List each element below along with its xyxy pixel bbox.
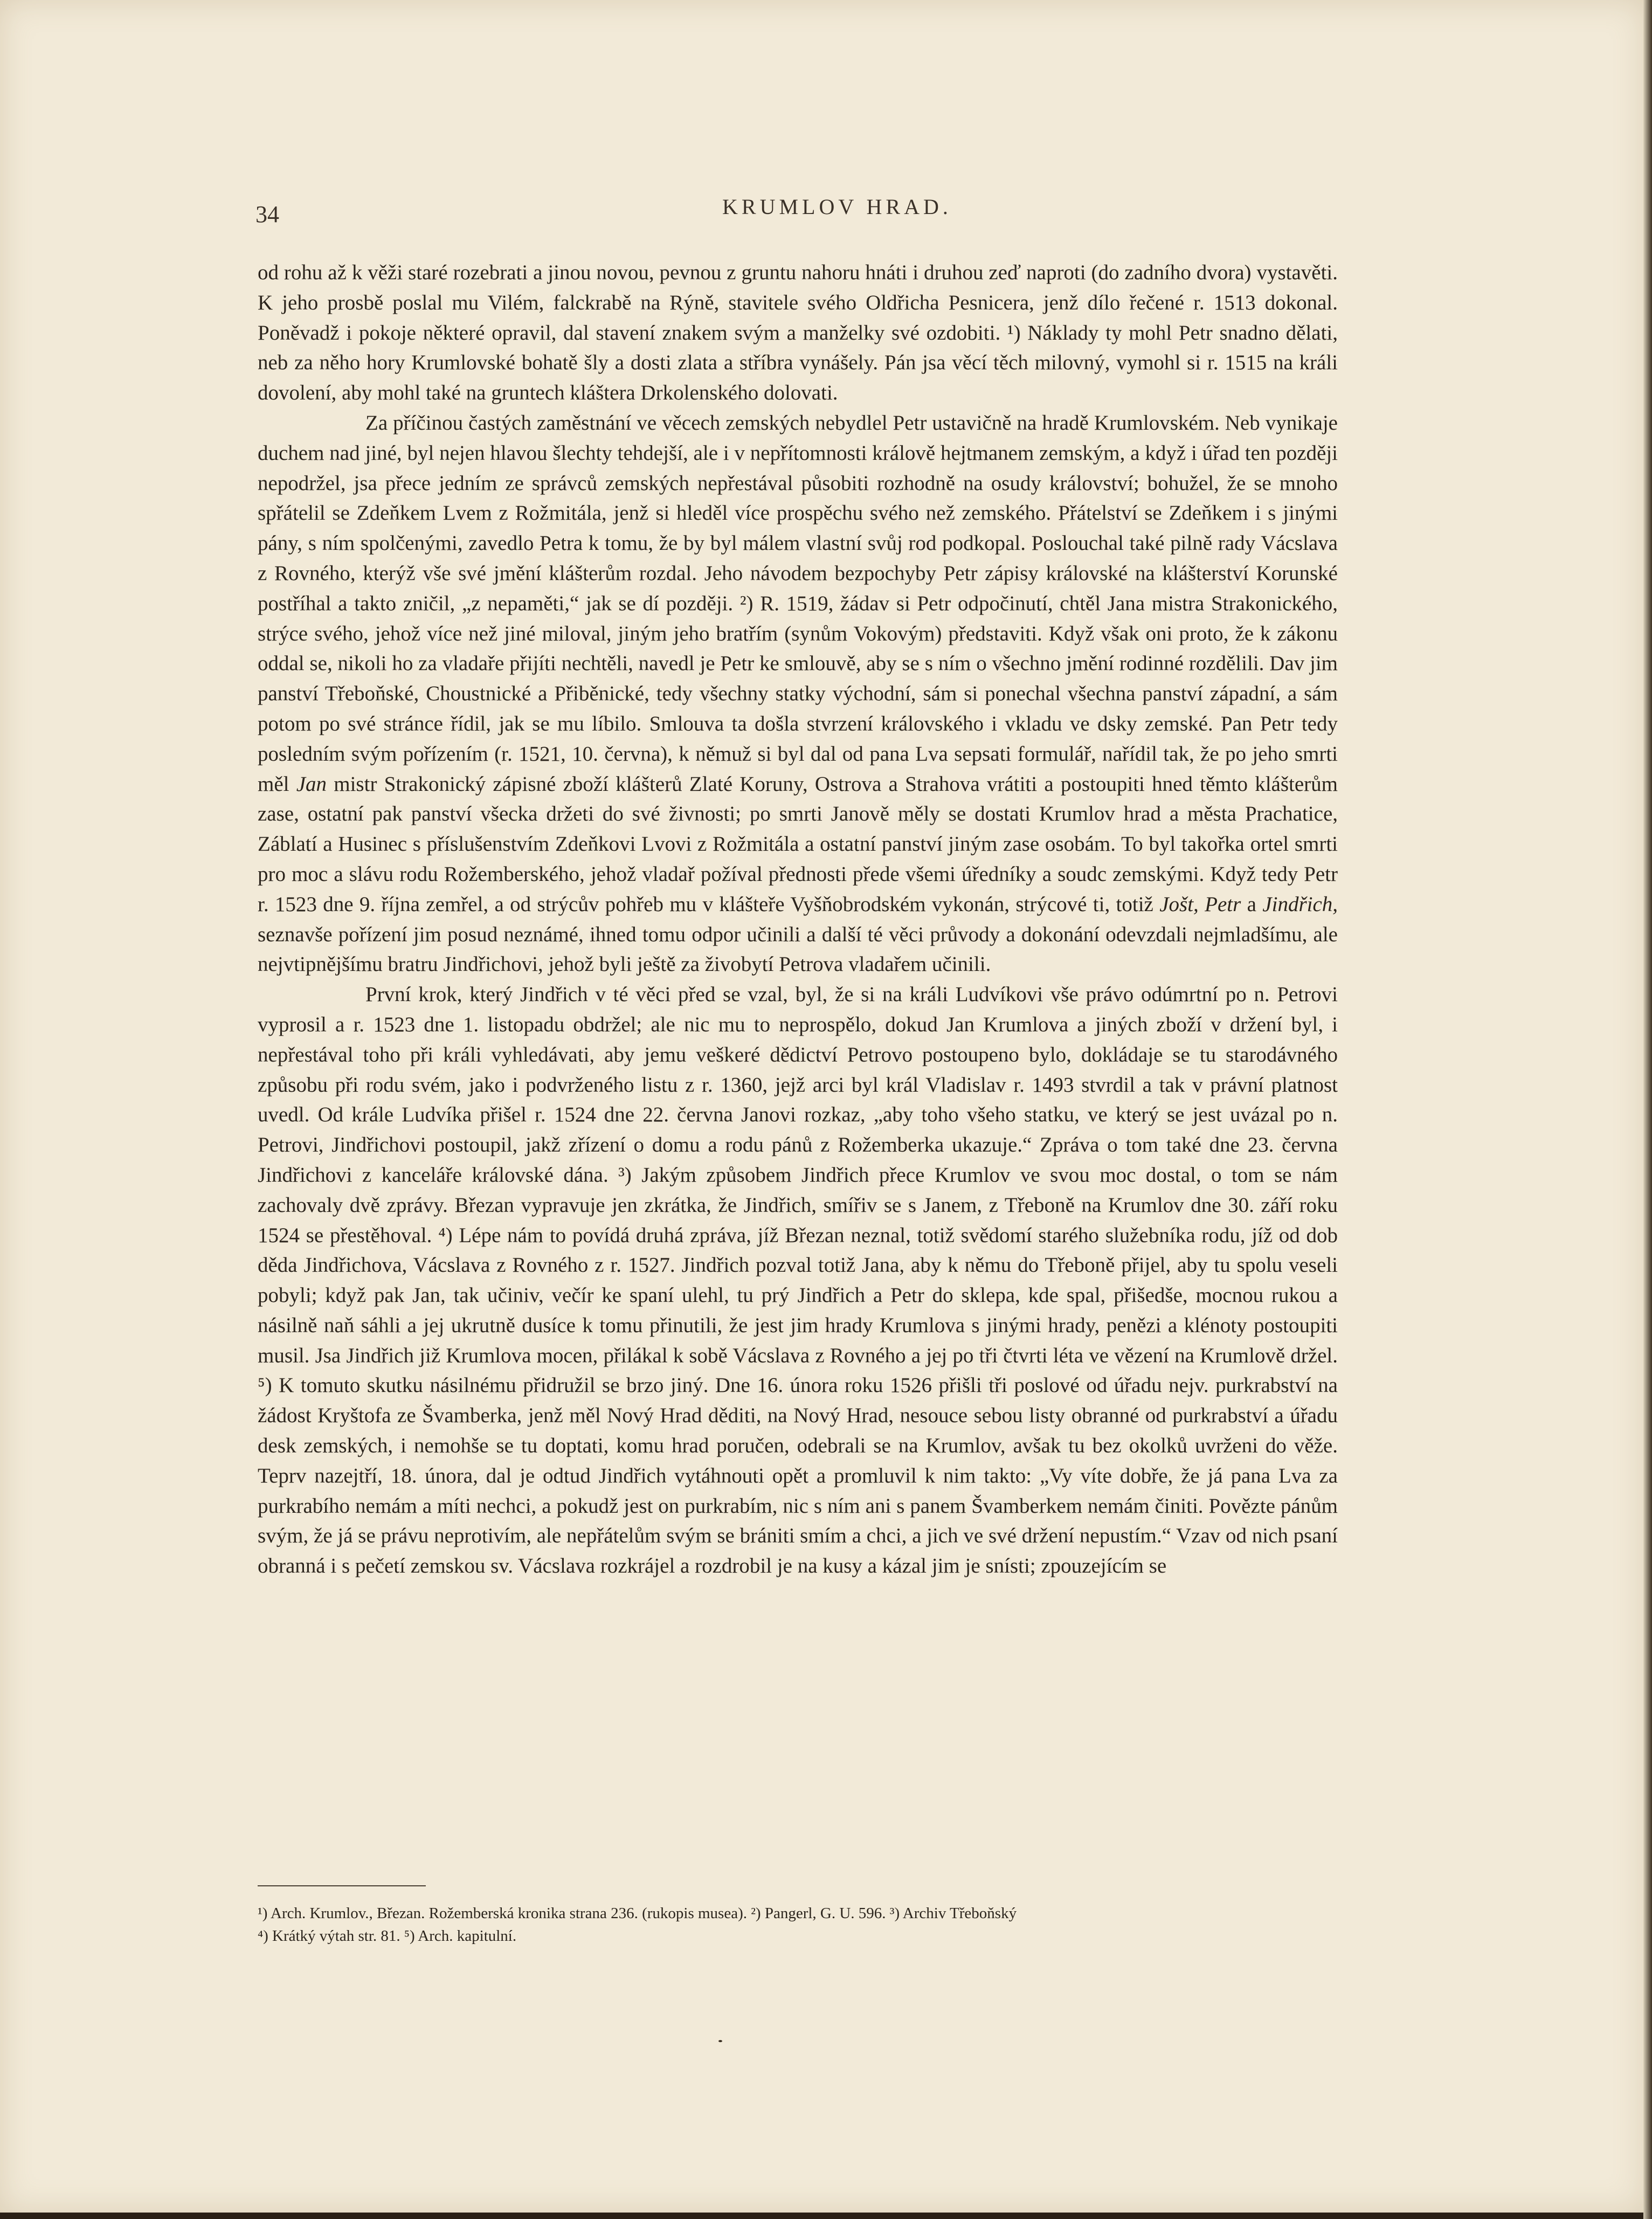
italic-name: Jan [296,772,327,796]
ink-speck [718,2040,722,2042]
footnotes [258,1902,1338,1947]
footnote-line: ⁴) Krátký výtah str. 81. ⁵) Arch. kapitulní. [258,1927,517,1945]
paragraph: První krok, který Jindřich v té věci před se vzal, byl, že si na králi Ludvíkovi vše právo odúmrtní po n. Petrovi vyprosil a r. 1523 dne 1. listopadu obdržel; ale nic mu to neprospělo, dokud Jan Krumlova a jiných zboží v držení byl, i nepřestával toho při králi vyhledávati, aby jemu veškeré dědictví Petrovo postoupeno bylo, dokládaje se tu starodávného způsobu při rodu svém, jako i podvrženého listu z r. 1360, jejž arci byl král Vladislav r. 1493 stvrdil a tak v právní platnost uvedl. Od krále Ludvíka přišel r. 1524 dne 22. června Janovi rozkaz, „aby toho všeho statku, ve který se jest uvázal po n. Petrovi, Jindřichovi postoupil, jakž zřízení o domu a rodu pánů z Rožemberka ukazuje.“ Zpráva o tom také dne 23. června Jindřichovi z kanceláře královské dána. ³) Jakým způsobem Jindřich přece Krumlov ve svou moc dostal, o tom se nám zachovaly dvě zprávy. Březan vypravuje jen zkrátka, že Jindřich, smířiv se s Janem, z Třeboně na Krumlov dne 30. září roku 1524 se přestěhoval. ⁴) Lépe nám to povídá druhá zpráva, jíž Březan neznal, totiž svědomí starého služebníka rodu, jíž od dob děda Jindřichova, Vácslava z Rovného z r. 1527. Jindřich pozval totiž Jana, aby k němu do Třeboně přijel, aby tu spolu veseli pobyli; když pak Jan, tak učiniv, večír ke spaní ulehl, tu prý Jindřich a Petr do sklepa, kde spal, přišedše, mocnou rukou a násilně naň sáhli a jej ukrutně dusíce k tomu přinutili, že jest jim hrady Krumlova s jinými hrady, penězi a klénoty postoupiti musil. Jsa Jindřich již Krumlova mocen, přilákal k sobě Vácslava z Rovného a jej po tři čtvrti léta ve vězení na Krumlově držel. ⁵) K tomuto skutku násilnému přidružil se brzo jiný. Dne 16. února roku 1526 přišli tři poslové od úřadu nejv. purkrabství na žádost Kryštofa ze Švamberka, jenž měl Nový Hrad děditi, na Nový Hrad, nesouce sebou listy obranné od purkrabství a úřadu desk zemských, i nemohše se tu doptati, komu hrad poručen, odebrali se na Krumlov, avšak tu bez okolků uvrženi do věže. Teprv nazejtří, 18. února, dal je odtud Jindřich vytáhnouti opět a promluvil k nim takto: „Vy víte dobře, že já pana Lva za purkrabího nemám a míti nechci, a pokudž jest on purkrabím, nic s ním ani s panem Švamberkem nemám činiti. Povězte pánům svým, že já se právu neprotivím, ale nepřátelům svým se brániti smím a chci, a jich ve své držení nepustím.“ Vzav od nich psaní obranná i s pečetí zemskou sv. Vácslava rozkrájel a rozdrobil je na kusy a kázal jim je snísti; zpouzejícím se [258,983,1338,1578]
page-number: 34 [255,201,279,228]
paragraph: Za příčinou častých zaměstnání ve věcech zemských nebydlel Petr ustavičně na hradě Krumlovském. Neb vynikaje duchem nad jiné, byl nejen hlavou šlechty tehdejší, ale i v nepřítomnosti králově hejtmanem zemským, a když i úřad ten později nepodržel, jsa přece jedním ze správců zemských nepřestával působiti rozhodně na osudy království; bohužel, že se mnoho spřátelil se Zdeňkem Lvem z Rožmitála, jenž si hleděl více prospěchu svého než zemského. Přátelství se Zdeňkem i s jinými pány, s ním spolčenými, zavedlo Petra k tomu, že by byl málem vlastní svůj rod podkopal. Poslouchal také pilně rady Vácslava z Rovného, kterýž vše své jmění klášterům rozdal. Jeho návodem bezpochyby Petr zápisy královské na klášterství Korunské postříhal a takto zničil, „z nepaměti,“ jak se dí později. ²) R. 1519, žádav si Petr odpočinutí, chtěl Jana mistra Strakonického, strýce svého, jehož více než jiné miloval, jiným jeho bratřím (synům Vokovým) představiti. Když však oni proto, že k zákonu oddal se, nikoli ho za vladaře přijíti nechtěli, navedl je Petr ke smlouvě, aby se s ním o všechno jmění rodinné rozdělili. Dav jim panství Třeboňské, Choustnické a Přiběnické, tedy všechny statky východní, sám si ponechal všechna panství západní, a sám potom po své stránce řídil, jak se mu líbilo. Smlouva ta došla stvrzení královského i vkladu ve dsky zemské. Pan Petr tedy posledním svým pořízením (r. 1521, 10. června), k němuž si byl dal od pana Lva sepsati formulář, nařídil tak, že po jeho smrti měl Jan mistr Strakonický zápisné zboží klášterů Zlaté Koruny, Ostrova a Strahova vrátiti a postoupiti hned těmto klášterům zase, ostatní pak panství všecka držeti do své živnosti; po smrti Janově měly se dostati Krumlov hrad a města Prachatice, Záblatí a Husinec s příslušenstvím Zdeňkovi Lvovi z Rožmitála a ostatní panství jiným zase osobám. To byl takořka ortel smrti pro moc a slávu rodu Rožemberského, jehož vladař požíval přednosti přede všemi úředníky a soudc zemskými. Když tedy Petr r. 1523 dne 9. října zemřel, a od strýcův pohřeb mu v klášteře Vyšňobrodském vykonán, strýcové ti, totiž Jošt, Petr a Jindřich, seznavše pořízení jim posud neznámé, ihned tomu odpor učinili a další té věci průvody a dokonání odevzdali nejmladšímu, ale nejvtipnějšímu bratru Jindřichovi, jehož byli ještě za živobytí Petrova vladařem učinili. [258,411,1338,976]
running-title: KRUMLOV HRAD. [722,195,952,219]
page-edge [1643,0,1652,2219]
footnote-line: ¹) Arch. Krumlov., Březan. Rožemberská kronika strana 236. (rukopis musea). ²) Pangerl, G. U. 596. ³) Archiv Třeboňský [258,1905,1017,1922]
italic-name: Jindřich, [1262,892,1338,916]
italic-name: Jošt, Petr [1159,892,1241,916]
footnote-rule [258,1885,426,1886]
paragraph: od rohu až k věži staré rozebrati a jinou novou, pevnou z gruntu nahoru hnáti i druhou zeď naproti (do zadního dvora) vystavěti. K jeho prosbě poslal mu Vilém, falckrabě na Rýně, stavitele svého Oldřicha Pesnicera, jenž dílo řečené r. 1513 dokonal. Poněvadž i pokoje některé opravil, dal stavení znakem svým a manželky své ozdobiti. ¹) Náklady ty mohl Petr snadno dělati, neb za něho hory Krumlovské bohatě šly a dosti zlata a stříbra vynášely. Pán jsa věcí těch milovný, vymohl si r. 1515 na králi dovolení, aby mohl také na gruntech kláštera Drkolenského dolovati. [258,261,1338,405]
body-text [258,258,1338,1581]
